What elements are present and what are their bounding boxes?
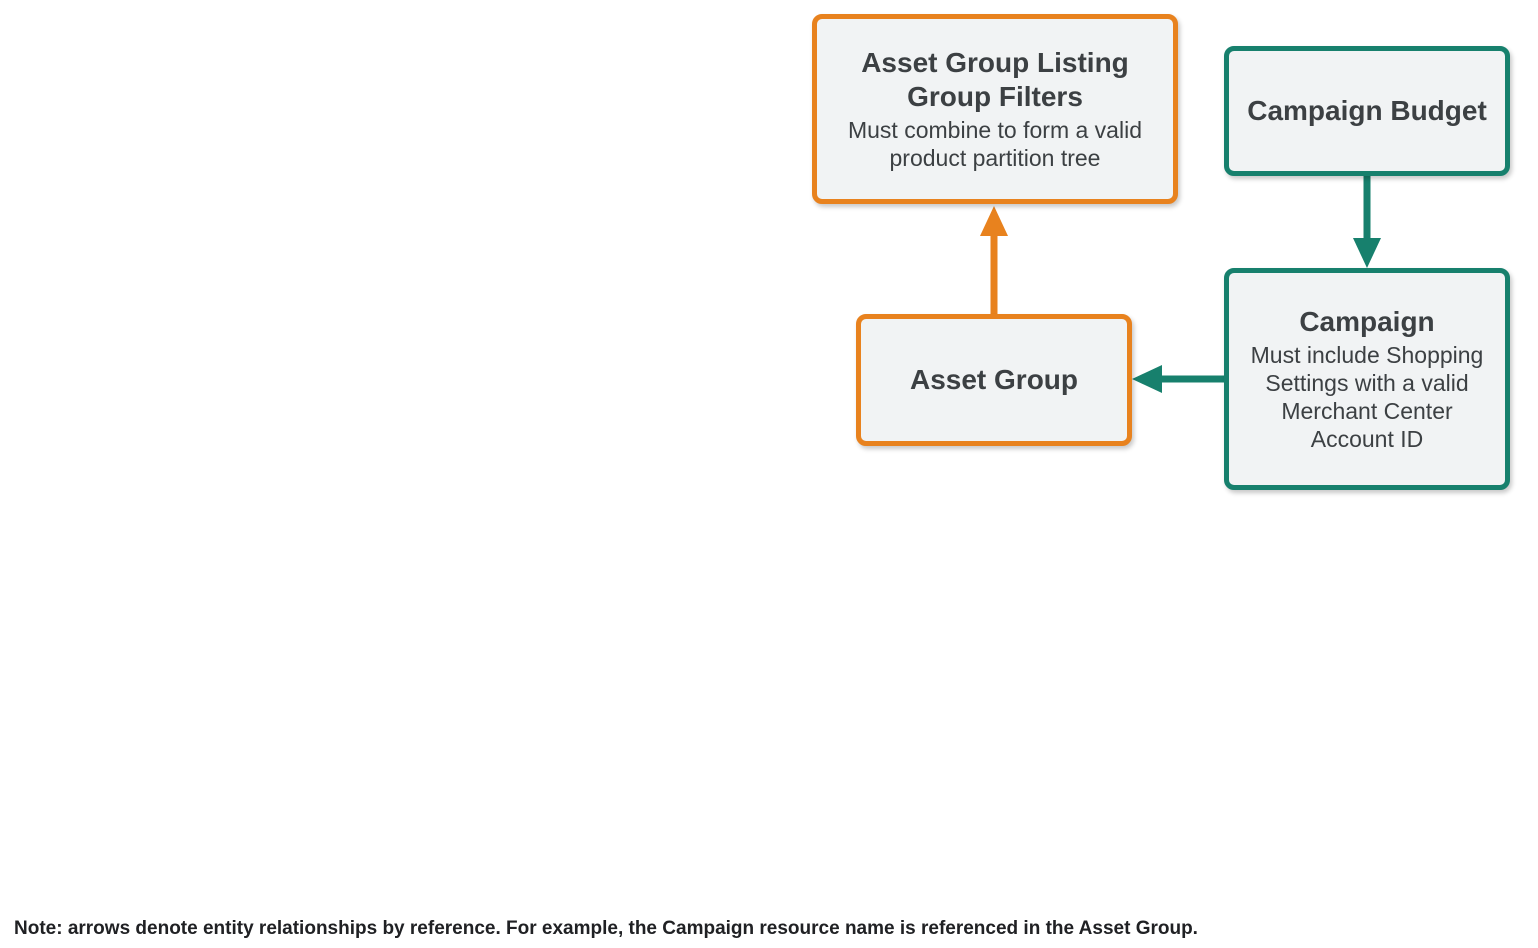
node-title: Asset Group Listing Group Filters: [861, 46, 1129, 112]
arrow-asset-group-to-listing-group-filters: [980, 206, 1008, 314]
arrow-campaign-to-asset-group: [1132, 365, 1224, 393]
node-title: Campaign Budget: [1247, 94, 1487, 126]
arrow-campaign-budget-to-campaign: [1353, 176, 1381, 268]
node-title: Campaign: [1299, 305, 1435, 337]
node-asset-group[interactable]: [856, 314, 1132, 446]
node-subtitle: Must combine to form a valid product partition tree: [847, 117, 1142, 172]
node-campaign-budget[interactable]: [1224, 46, 1510, 176]
diagram-note: Note: arrows denote entity relationships by reference. For example, the Campaign resource name is referenced in the Asset Group.: [14, 918, 1198, 939]
node-title: Asset Group: [909, 363, 1079, 395]
node-campaign[interactable]: [1224, 268, 1510, 490]
node-subtitle: Must include Shopping Settings with a valid Merchant Center Account ID: [1250, 341, 1484, 453]
node-asset-group-listing-group-filters[interactable]: [812, 14, 1178, 204]
